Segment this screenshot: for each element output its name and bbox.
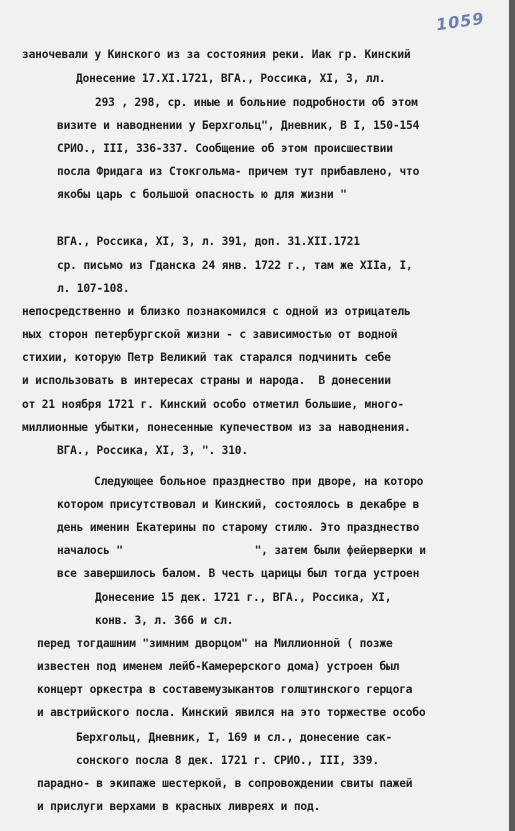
page-number: 1059 bbox=[435, 8, 487, 35]
text-line: непосредственно и близко познакомился с одной из отрицатель bbox=[22, 305, 411, 318]
footnote-line: ср. письмо из Гданска 24 янв. 1722 г., там же XIIа, I, bbox=[57, 259, 413, 272]
footnote-line: сонского посла 8 дек. 1721 г. СРИО., III, 339. bbox=[76, 754, 379, 767]
footnote-line: якобы царь с большой опасность ю для жизни " bbox=[57, 188, 347, 201]
text-line: заночевали у Кинского из за состояния реки. Иак гр. Кинский bbox=[22, 48, 411, 61]
text-line: парадно- в экипаже шестеркой, в сопровождении свиты пажей bbox=[37, 777, 413, 790]
footnote-line: Донесение 15 дек. 1721 г., ВГА., Россика, XI, bbox=[95, 591, 392, 604]
footnote-line: л. 107-108. bbox=[57, 282, 130, 295]
footnote-line: посла Фридага из Стокгольма- причем тут прибавлено, что bbox=[57, 165, 420, 178]
text-line: ных сторон петербургской жизни - с зависимостью от водной bbox=[22, 328, 398, 341]
footnote-line: Берхгольц, Дневник, I, 169 и сл., донесение сак- bbox=[76, 731, 393, 744]
footnote-line: ВГА., Россика, XI, 3, ". 310. bbox=[57, 444, 248, 457]
text-line: концерт оркестра в составемузыкантов голштинского герцога bbox=[37, 683, 413, 696]
text-line: началось " ", затем были фейерверки и bbox=[57, 544, 426, 557]
text-line: котором присутствовал и Кинский, состоялось в декабре в bbox=[57, 498, 420, 511]
text-line: и прислуги верхами в красных ливреях и под. bbox=[37, 800, 321, 813]
text-line: и австрийского посла. Кинский явился на это торжестве особо bbox=[37, 706, 426, 719]
text-line: день именин Екатерины по старому стилю. Это празднество bbox=[57, 521, 420, 534]
text-line: Следующее больное празднество при дворе, на которо bbox=[94, 475, 424, 488]
text-line: перед тогдашним "зимним дворцом" на Миллионной ( позже bbox=[37, 637, 393, 650]
footnote-line: конв. 3, л. 366 и сл. bbox=[95, 614, 234, 627]
text-line: от 21 ноября 1721 г. Кинский особо отметил большие, много- bbox=[22, 398, 404, 411]
text-line: все завершилось балом. В честь царицы был тогда устроен bbox=[57, 567, 420, 580]
text-line: стихии, которую Петр Великий так старался подчинить себе bbox=[22, 351, 391, 364]
footnote-line: 293 , 298, ср. иные и больние подробности об этом bbox=[95, 96, 418, 109]
scan-edge-shadow bbox=[509, 0, 515, 831]
footnote-line: Донесение 17.XI.1721, ВГА., Россика, XI, 3, лл. bbox=[76, 72, 386, 85]
text-line: миллионные убытки, понесенные купечеством из за наводнения. bbox=[22, 421, 411, 434]
text-line: и использовать в интересах страны и народа. В донесении bbox=[22, 374, 391, 387]
footnote-line: СРИО., III, 336-337. Сообщение об этом происшествии bbox=[57, 142, 393, 155]
footnote-line: ВГА., Россика, XI, 3, л. 391, доп. 31.XII.1721 bbox=[57, 235, 360, 248]
text-line: известен под именем лейб-Камерерского дома) устроен был bbox=[37, 660, 400, 673]
footnote-line: визите и наводнении у Берхгольц", Дневник, В I, 150-154 bbox=[57, 119, 420, 132]
